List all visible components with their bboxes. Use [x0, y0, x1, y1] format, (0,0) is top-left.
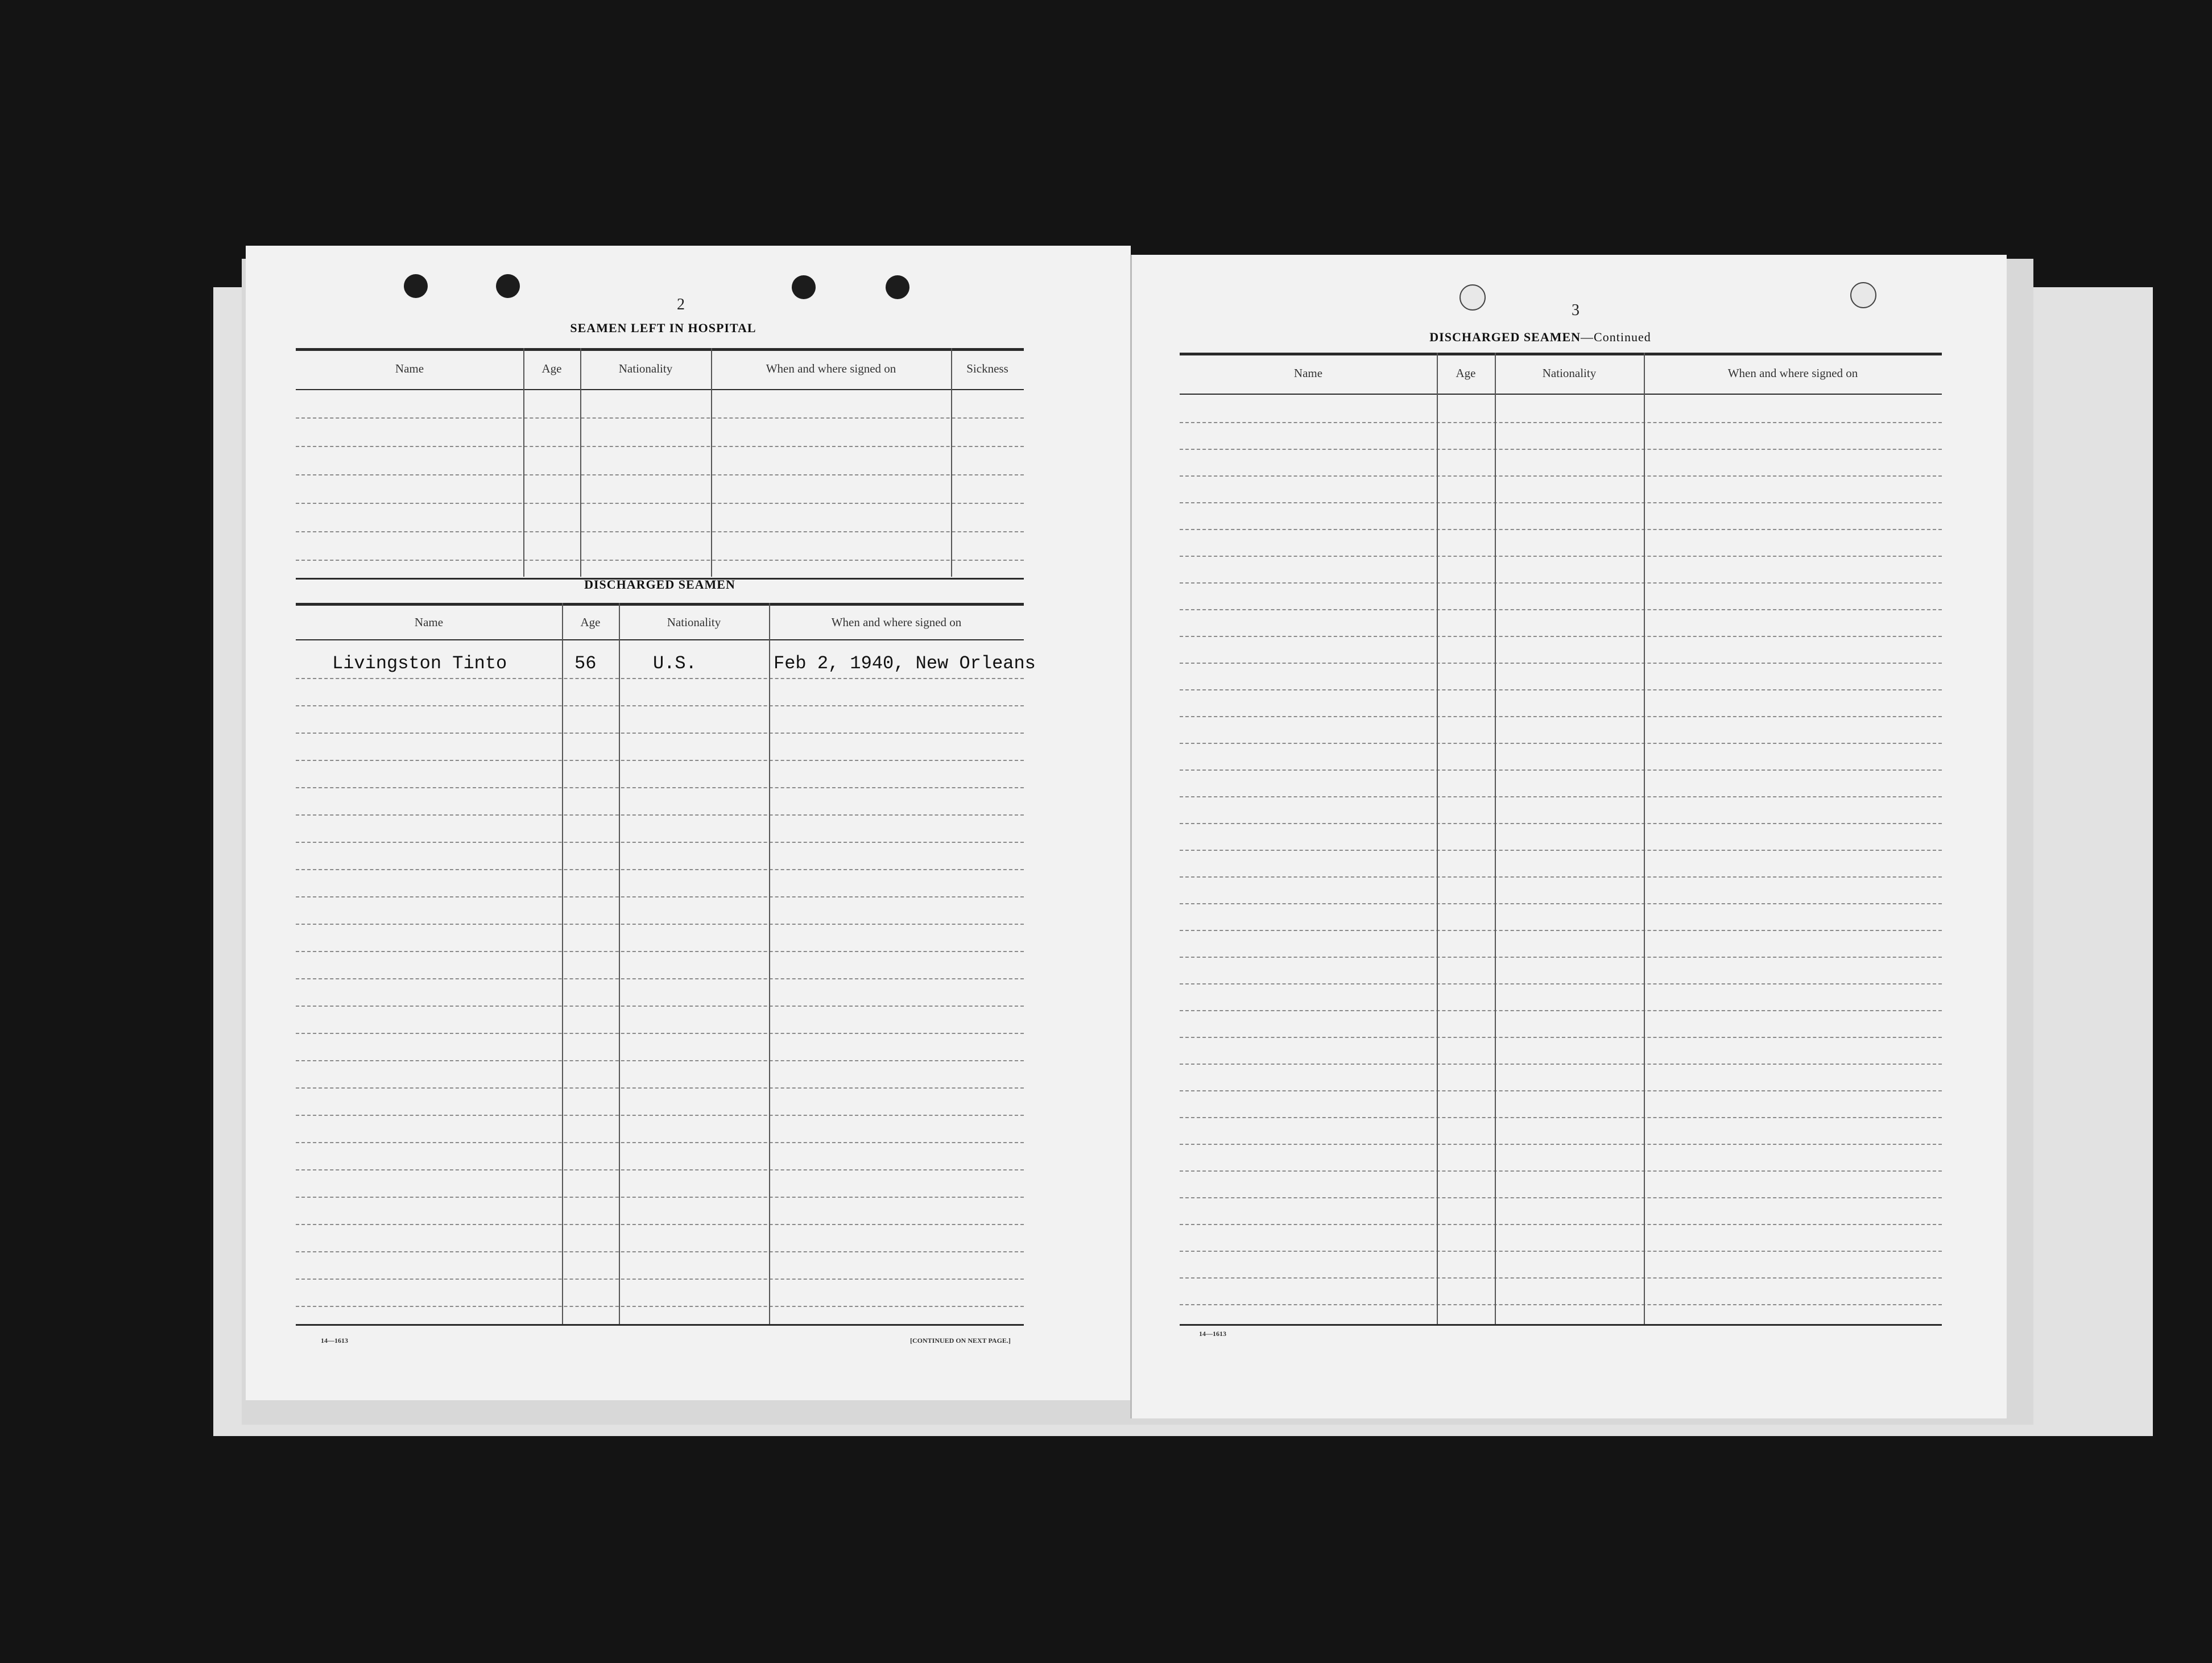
seaman-name: Livingston Tinto: [332, 653, 507, 674]
row-rule: [296, 1306, 1024, 1307]
page-number: 3: [1572, 301, 1580, 319]
row-rule: [296, 446, 1024, 447]
row-rule: [296, 1115, 1024, 1116]
table-bottom-rule: [296, 1324, 1024, 1326]
row-rule: [296, 978, 1024, 979]
row-rule: [296, 1197, 1024, 1198]
row-rule: [1180, 556, 1942, 557]
column-divider: [1644, 353, 1645, 1325]
row-rule: [296, 814, 1024, 816]
column-divider: [562, 603, 563, 1324]
row-rule: [1180, 1037, 1942, 1038]
row-rule: [1180, 1144, 1942, 1145]
page-number: 2: [677, 296, 685, 313]
header-rule: [296, 389, 1024, 390]
row-rule: [1180, 1117, 1942, 1118]
row-rule: [296, 951, 1024, 952]
col-header-nationality: Nationality: [667, 615, 721, 629]
row-rule: [296, 1142, 1024, 1143]
column-divider: [580, 348, 581, 577]
row-rule: [296, 787, 1024, 788]
row-rule: [296, 896, 1024, 897]
row-rule: [296, 678, 1024, 679]
continued-note: [CONTINUED ON NEXT PAGE.]: [910, 1337, 1011, 1345]
punch-hole: [886, 275, 909, 299]
row-rule: [296, 705, 1024, 706]
row-rule: [1180, 957, 1942, 958]
col-header-signed-on: When and where signed on: [1727, 366, 1858, 380]
row-rule: [296, 733, 1024, 734]
seaman-signed-on: Feb 2, 1940, New Orleans: [774, 653, 1036, 674]
row-rule: [1180, 1304, 1942, 1305]
row-rule: [296, 1033, 1024, 1034]
row-rule: [1180, 609, 1942, 610]
row-rule: [1180, 1170, 1942, 1172]
col-header-age: Age: [541, 362, 562, 375]
row-rule: [1180, 796, 1942, 797]
row-rule: [1180, 876, 1942, 878]
form-number: 14—1613: [1199, 1330, 1226, 1338]
seaman-age: 56: [574, 653, 597, 674]
column-divider: [951, 348, 952, 577]
column-divider: [711, 348, 712, 577]
discharged-continued-title: [1176, 330, 1904, 345]
table-top-rule: [296, 348, 1024, 351]
row-rule: [1180, 716, 1942, 717]
col-header-nationality: Nationality: [1542, 366, 1597, 380]
col-header-signed-on: When and where signed on: [831, 615, 962, 629]
column-divider: [1495, 353, 1496, 1325]
col-header-name: Name: [414, 615, 444, 629]
row-rule: [1180, 903, 1942, 904]
row-rule: [296, 560, 1024, 561]
col-header-sickness: Sickness: [966, 362, 1008, 375]
column-divider: [1437, 353, 1438, 1325]
row-rule: [296, 531, 1024, 532]
header-rule: [296, 639, 1024, 640]
row-rule: [1180, 1224, 1942, 1225]
section-title-main: DISCHARGED SEAMEN: [1429, 330, 1581, 344]
row-rule: [296, 1169, 1024, 1170]
row-rule: [1180, 1090, 1942, 1091]
row-rule: [296, 760, 1024, 761]
page-spine: [1130, 255, 1132, 1418]
punch-hole: [496, 274, 520, 298]
col-header-nationality: Nationality: [618, 362, 673, 375]
left-page: [246, 246, 1131, 1400]
row-rule: [296, 924, 1024, 925]
row-rule: [296, 1251, 1024, 1252]
col-header-name: Name: [1293, 366, 1323, 380]
col-header-age: Age: [580, 615, 601, 629]
punch-hole: [1850, 282, 1876, 308]
row-rule: [296, 1060, 1024, 1061]
row-rule: [1180, 529, 1942, 530]
form-number: 14—1613: [321, 1337, 348, 1345]
row-rule: [1180, 1010, 1942, 1011]
row-rule: [1180, 850, 1942, 851]
column-divider: [769, 603, 770, 1324]
row-rule: [1180, 475, 1942, 477]
punch-hole: [404, 274, 428, 298]
row-rule: [1180, 449, 1942, 450]
row-rule: [296, 1224, 1024, 1225]
table-bottom-rule: [1180, 1324, 1942, 1326]
row-rule: [296, 842, 1024, 843]
row-rule: [1180, 823, 1942, 824]
punch-hole: [1459, 284, 1486, 311]
col-header-name: Name: [395, 362, 424, 375]
header-rule: [1180, 394, 1942, 395]
row-rule: [1180, 1064, 1942, 1065]
row-rule: [296, 503, 1024, 504]
row-rule: [1180, 983, 1942, 984]
row-rule: [296, 1006, 1024, 1007]
row-rule: [296, 417, 1024, 419]
row-rule: [1180, 930, 1942, 931]
row-rule: [1180, 663, 1942, 664]
row-rule: [1180, 636, 1942, 637]
punch-hole: [792, 275, 816, 299]
row-rule: [1180, 582, 1942, 584]
table-top-rule: [296, 603, 1024, 606]
row-rule: [1180, 770, 1942, 771]
row-rule: [1180, 422, 1942, 423]
section-title-suffix: —Continued: [1581, 330, 1651, 344]
seaman-nationality: U.S.: [653, 653, 697, 674]
row-rule: [1180, 1197, 1942, 1198]
discharged-section-title: DISCHARGED SEAMEN: [584, 577, 735, 591]
hospital-section-title: SEAMEN LEFT IN HOSPITAL: [570, 321, 756, 335]
row-rule: [1180, 502, 1942, 503]
row-rule: [296, 1087, 1024, 1089]
table-top-rule: [1180, 353, 1942, 355]
row-rule: [296, 1279, 1024, 1280]
row-rule: [1180, 1277, 1942, 1279]
row-rule: [1180, 1251, 1942, 1252]
row-rule: [296, 474, 1024, 475]
row-rule: [1180, 743, 1942, 744]
column-divider: [619, 603, 620, 1324]
row-rule: [296, 869, 1024, 870]
right-page: [1131, 255, 2007, 1418]
column-divider: [523, 348, 524, 577]
row-rule: [1180, 689, 1942, 690]
col-header-age: Age: [1456, 366, 1476, 380]
col-header-signed-on: When and where signed on: [766, 362, 896, 375]
